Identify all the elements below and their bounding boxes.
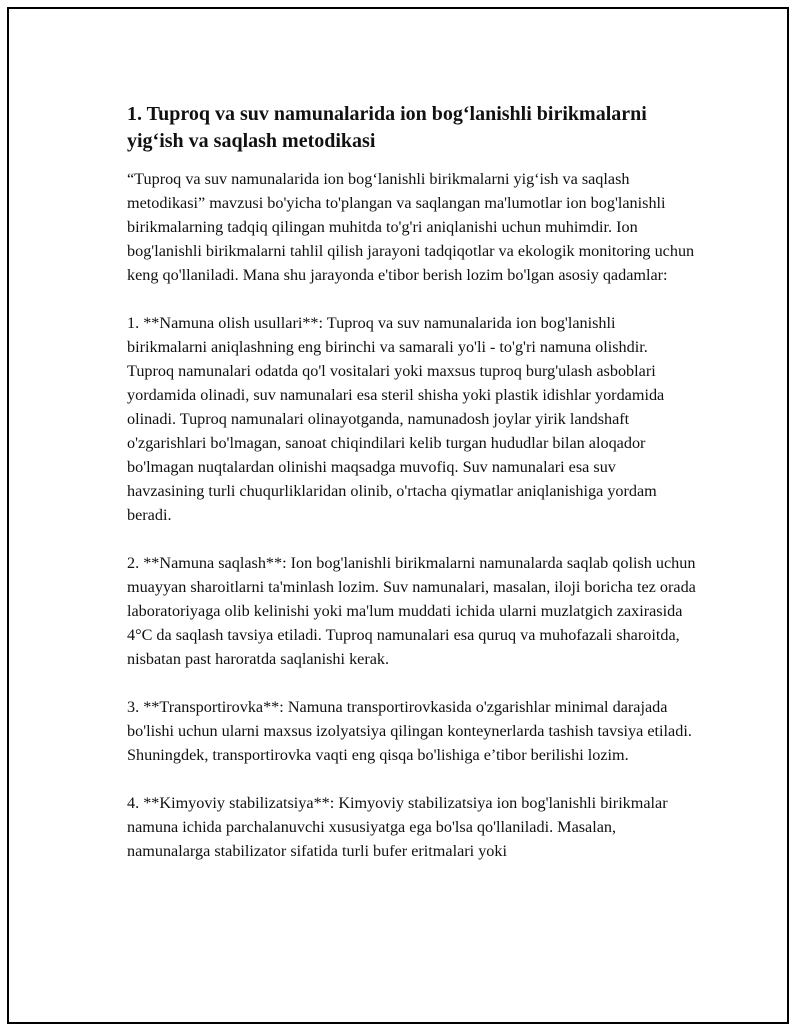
section-heading: 1. Tuproq va suv namunalarida ion bog‘lanishli birikmalarni yig‘ish va saqlash metodikasi [127, 103, 647, 152]
paragraph-sample-storage: 2. **Namuna saqlash**: Ion bog'lanishli birikmalarni namunalarda saqlab qolish uchun muayyan sharoitlarni ta'minlash lozim. Suv namunalari, masalan, iloji boricha tez orada laboratoriyaga olib kelinishi yoki ma'lum muddati ichida ularni muzlatgich zaxirasida 4°C da saqlash tavsiya etiladi. Tuproq namunalari esa quruq va muhofazali sharoitda, nisbatan past haroratda saqlanishi kerak. [127, 554, 696, 668]
paragraph-chemical-stabilization: 4. **Kimyoviy stabilizatsiya**: Kimyoviy stabilizatsiya ion bog'lanishli birikmalar namuna ichida parchalanuvchi xususiyatga ega bo'lsa qo'llaniladi. Masalan, namunalarga stabilizator sifatida turli bufer eritmalari yoki [127, 794, 668, 860]
paragraph-sampling-methods: 1. **Namuna olish usullari**: Tuproq va suv namunalarida ion bog'lanishli birikmalarni aniqlashning eng birinchi va samarali yo'li - to'g'ri namuna olishdir. Tuproq namunalari odatda qo'l vositalari yoki maxsus tuproq burg'ulash asboblari yordamida olinadi, suv namunalari esa steril shisha yoki plastik idishlar yordamida olinadi. Tuproq namunalari olinayotganda, namunadosh joylar yirik landshaft o'zgarishlari bo'lmagan, sanoat chiqindilari kelib turgan hududlar bilan aloqador bo'lmagan nuqtalardan olinishi maqsadga muvofiq. Suv namunalari esa suv havzasining turli chuqurliklaridan olinib, o'rtacha qiymatlar aniqlanishiga yordam beradi. [127, 314, 665, 524]
paragraph-transportation: 3. **Transportirovka**: Namuna transportirovkasida o'zgarishlar minimal darajada bo'lishi uchun ularni maxsus izolyatsiya qilingan konteynerlarda tashish tavsiya etiladi. Shuningdek, transportirovka vaqti eng qisqa bo'lishiga e’tibor berilishi lozim. [127, 698, 692, 764]
page-frame [7, 7, 789, 1024]
document-body [127, 101, 697, 887]
intro-paragraph: “Tuproq va suv namunalarida ion bog‘lanishli birikmalarni yig‘ish va saqlash metodikasi” mavzusi bo'yicha to'plangan va saqlangan ma'lumotlar ion bog'lanishli birikmalarning tadqiq qilingan muhitda to'g'ri aniqlanishi uchun muhimdir. Ion bog'lanishli birikmalarni tahlil qilish jarayoni tadqiqotlar va ekologik monitoring uchun keng qo'llaniladi. Mana shu jarayonda e'tibor berish lozim bo'lgan asosiy qadamlar: [127, 170, 695, 284]
